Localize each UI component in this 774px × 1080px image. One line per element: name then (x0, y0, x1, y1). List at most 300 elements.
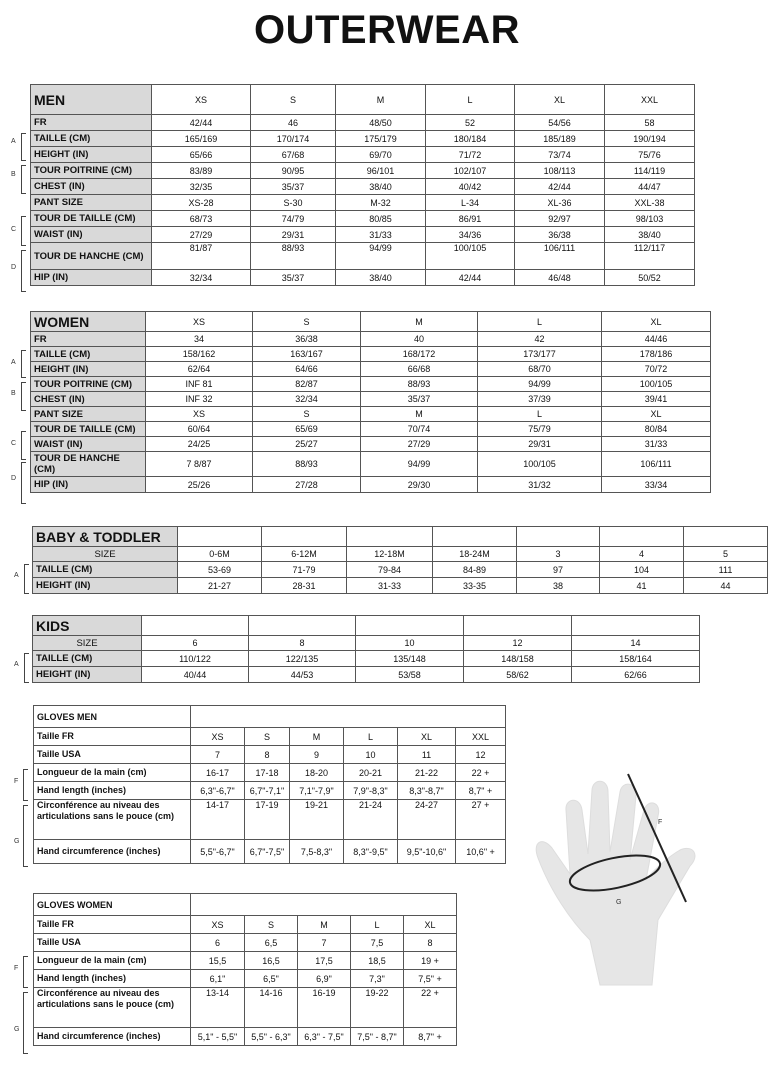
row-label: WAIST (IN) (31, 437, 146, 452)
table-cell: 40/42 (426, 179, 515, 195)
table-cell: 100/105 (426, 243, 515, 270)
table-cell: 35/37 (251, 270, 336, 286)
bracket (23, 769, 28, 801)
table-cell: 40 (361, 332, 478, 347)
row-label: TOUR POITRINE (CM) (31, 377, 146, 392)
men-heading: MEN (31, 85, 152, 115)
table-row (31, 270, 695, 286)
table-cell: 29/31 (478, 437, 602, 452)
table-cell: 19-22 (351, 988, 404, 1028)
table-cell: 32/34 (253, 392, 361, 407)
table-cell: 148/158 (464, 651, 572, 667)
table-cell: 27/28 (253, 477, 361, 493)
table-cell: INF 81 (146, 377, 253, 392)
table-cell: 6,3" - 7,5" (298, 1028, 351, 1046)
table-row (31, 452, 711, 477)
marker-d: D (11, 264, 17, 271)
table-cell: 70/74 (361, 422, 478, 437)
table-cell: 32/35 (152, 179, 251, 195)
bracket (21, 133, 26, 161)
bracket (21, 462, 26, 504)
table-cell: 14-16 (245, 988, 298, 1028)
table-cell: 81/87 (152, 243, 251, 270)
row-label: HIP (IN) (31, 270, 152, 286)
table-cell: L-34 (426, 195, 515, 211)
size-header: M (361, 312, 478, 332)
marker-f: F (14, 965, 19, 972)
table-row (33, 667, 700, 683)
row-label: Taille FR (34, 916, 191, 934)
table-cell: 74/79 (251, 211, 336, 227)
table-row (34, 970, 457, 988)
table-cell: 96/101 (336, 163, 426, 179)
table-cell: 135/148 (356, 651, 464, 667)
men-size-table (30, 84, 695, 286)
size-header: S (251, 85, 336, 115)
gloves-men-heading: GLOVES MEN (34, 706, 191, 728)
table-cell: S-30 (251, 195, 336, 211)
table-cell: 19 + (404, 952, 457, 970)
table-cell: XS (191, 728, 245, 746)
table-cell: 46 (251, 115, 336, 131)
table-cell: 16,5 (245, 952, 298, 970)
table-cell: 173/177 (478, 347, 602, 362)
bracket (24, 653, 29, 683)
table-cell: XL (398, 728, 456, 746)
table-cell: 7 (191, 746, 245, 764)
table-cell: 68/73 (152, 211, 251, 227)
table-cell: 21-22 (398, 764, 456, 782)
table-cell: 27/29 (361, 437, 478, 452)
table-cell: 102/107 (426, 163, 515, 179)
bracket (23, 805, 28, 867)
table-cell: 15,5 (191, 952, 245, 970)
size-label: SIZE (33, 636, 142, 651)
table-cell: 53/58 (356, 667, 464, 683)
table-row (34, 764, 506, 782)
table-cell: 60/64 (146, 422, 253, 437)
table-cell: L (344, 728, 398, 746)
table-cell: 71/72 (426, 147, 515, 163)
row-label: Hand length (inches) (34, 970, 191, 988)
table-cell: 9 (290, 746, 344, 764)
table-cell: 7,1"-7,9" (290, 782, 344, 800)
table-cell: 11 (398, 746, 456, 764)
row-label: PANT SIZE (31, 195, 152, 211)
table-cell: 42/44 (426, 270, 515, 286)
row-label: FR (31, 332, 146, 347)
table-cell: 31/33 (602, 437, 711, 452)
marker-a: A (14, 661, 19, 668)
table-cell: 7 (298, 934, 351, 952)
table-cell: 31/33 (336, 227, 426, 243)
table-cell: 62/66 (572, 667, 700, 683)
table-cell: M-32 (336, 195, 426, 211)
table-cell: M (361, 407, 478, 422)
table-cell: 14-17 (191, 800, 245, 840)
row-label: Taille USA (34, 746, 191, 764)
table-cell: 190/194 (605, 131, 695, 147)
table-cell: 24/25 (146, 437, 253, 452)
table-cell: 8 (404, 934, 457, 952)
row-label: TOUR DE TAILLE (CM) (31, 211, 152, 227)
table-cell: 28-31 (262, 578, 347, 594)
size-header: XL (515, 85, 605, 115)
table-cell: 17-19 (245, 800, 290, 840)
table-cell: 19-21 (290, 800, 344, 840)
table-cell: 75/79 (478, 422, 602, 437)
table-cell: 18-20 (290, 764, 344, 782)
table-cell: 31/32 (478, 477, 602, 493)
table-cell: 38/40 (336, 270, 426, 286)
table-cell: 8,7" + (404, 1028, 457, 1046)
kids-heading: KIDS (33, 616, 142, 636)
table-row (31, 195, 695, 211)
table-cell: 40/44 (142, 667, 249, 683)
marker-g: G (616, 899, 622, 906)
table-cell: 94/99 (336, 243, 426, 270)
table-cell: XL (404, 916, 457, 934)
table-cell: 79-84 (347, 562, 433, 578)
table-cell: 178/186 (602, 347, 711, 362)
row-label: HEIGHT (IN) (31, 362, 146, 377)
table-row (31, 147, 695, 163)
baby-heading: BABY & TODDLER (33, 527, 178, 547)
table-cell: 34/36 (426, 227, 515, 243)
bracket (21, 431, 26, 460)
table-cell: 122/135 (249, 651, 356, 667)
baby-toddler-size-table (32, 526, 768, 594)
row-label: Circonférence au niveau des articulations sans le pouce (cm) (34, 800, 191, 840)
marker-a: A (14, 572, 19, 579)
table-cell: 16-17 (191, 764, 245, 782)
table-cell: 10,6" + (456, 840, 506, 864)
bracket (21, 216, 26, 246)
table-cell: 84-89 (433, 562, 517, 578)
size-header: 3 (517, 547, 600, 562)
table-cell: 8,3"-8,7" (398, 782, 456, 800)
table-cell: 65/69 (253, 422, 361, 437)
row-label: TAILLE (CM) (31, 347, 146, 362)
size-header: 12-18M (347, 547, 433, 562)
table-cell: 36/38 (253, 332, 361, 347)
row-label: Hand circumference (inches) (34, 840, 191, 864)
table-cell: L (478, 407, 602, 422)
table-row (34, 1028, 457, 1046)
table-cell: 170/174 (251, 131, 336, 147)
table-row (31, 131, 695, 147)
table-cell: M (298, 916, 351, 934)
table-cell: S (253, 407, 361, 422)
table-cell: 58/62 (464, 667, 572, 683)
size-header: XS (146, 312, 253, 332)
table-cell: 25/26 (146, 477, 253, 493)
gloves-men-size-table (33, 705, 506, 864)
size-header: XS (152, 85, 251, 115)
table-cell: 68/70 (478, 362, 602, 377)
table-row (34, 988, 457, 1028)
marker-b: B (11, 171, 16, 178)
table-cell: 21-27 (178, 578, 262, 594)
marker-d: D (11, 475, 17, 482)
table-cell: 6 (191, 934, 245, 952)
table-cell: 35/37 (251, 179, 336, 195)
table-cell: 64/66 (253, 362, 361, 377)
row-label: TOUR DE HANCHE (CM) (31, 452, 146, 477)
table-row (33, 651, 700, 667)
table-cell: 52 (426, 115, 515, 131)
table-cell: 163/167 (253, 347, 361, 362)
table-cell: 12 (456, 746, 506, 764)
row-label: Circonférence au niveau des articulations sans le pouce (cm) (34, 988, 191, 1028)
table-cell: 21-24 (344, 800, 398, 840)
table-cell: 69/70 (336, 147, 426, 163)
table-cell: 10 (344, 746, 398, 764)
table-cell: 88/93 (253, 452, 361, 477)
row-label: HEIGHT (IN) (33, 578, 178, 594)
table-row (31, 163, 695, 179)
table-cell: XXL-38 (605, 195, 695, 211)
table-cell: 33/34 (602, 477, 711, 493)
size-header: 4 (600, 547, 684, 562)
table-cell: XS-28 (152, 195, 251, 211)
table-cell: 38/40 (605, 227, 695, 243)
table-cell: 27 + (456, 800, 506, 840)
table-cell: 42 (478, 332, 602, 347)
row-label: HEIGHT (IN) (31, 147, 152, 163)
table-cell: 6,5 (245, 934, 298, 952)
row-label: TAILLE (CM) (33, 562, 178, 578)
table-cell: 17,5 (298, 952, 351, 970)
table-cell: 80/84 (602, 422, 711, 437)
table-cell: 53-69 (178, 562, 262, 578)
row-label: Taille FR (34, 728, 191, 746)
table-cell: 7,9"-8,3" (344, 782, 398, 800)
table-cell: S (245, 728, 290, 746)
table-cell: 66/68 (361, 362, 478, 377)
women-size-table (30, 311, 711, 493)
bracket (23, 992, 28, 1054)
table-row (31, 243, 695, 270)
bracket (23, 956, 28, 988)
table-cell: 36/38 (515, 227, 605, 243)
table-row (34, 916, 457, 934)
table-cell: 42/44 (152, 115, 251, 131)
table-cell: 16-19 (298, 988, 351, 1028)
table-cell: 88/93 (251, 243, 336, 270)
size-header: 6 (142, 636, 249, 651)
table-cell: 158/162 (146, 347, 253, 362)
table-cell: 112/117 (605, 243, 695, 270)
table-cell: 5,5" - 6,3" (245, 1028, 298, 1046)
table-cell: XS (146, 407, 253, 422)
table-row (34, 840, 506, 864)
table-cell: 38/40 (336, 179, 426, 195)
table-cell: 25/27 (253, 437, 361, 452)
table-cell: 94/99 (478, 377, 602, 392)
size-header: 8 (249, 636, 356, 651)
table-cell: INF 32 (146, 392, 253, 407)
table-cell: 46/48 (515, 270, 605, 286)
marker-a: A (11, 138, 16, 145)
table-cell: 7 8/87 (146, 452, 253, 477)
table-cell: 50/52 (605, 270, 695, 286)
table-cell: 104 (600, 562, 684, 578)
table-cell: 7,5 (351, 934, 404, 952)
table-cell: XL-36 (515, 195, 605, 211)
table-cell: 98/103 (605, 211, 695, 227)
marker-b: B (11, 390, 16, 397)
table-cell: 42/44 (515, 179, 605, 195)
table-cell: 70/72 (602, 362, 711, 377)
table-cell: 71-79 (262, 562, 347, 578)
table-cell: 108/113 (515, 163, 605, 179)
marker-g: G (14, 1026, 20, 1033)
size-header: S (253, 312, 361, 332)
table-cell: 54/56 (515, 115, 605, 131)
table-cell: 5,1" - 5,5" (191, 1028, 245, 1046)
table-cell: 180/184 (426, 131, 515, 147)
table-cell: 67/68 (251, 147, 336, 163)
row-label: TAILLE (CM) (31, 131, 152, 147)
table-cell: 110/122 (142, 651, 249, 667)
row-label: TAILLE (CM) (33, 651, 142, 667)
table-cell: 90/95 (251, 163, 336, 179)
table-cell: 83/89 (152, 163, 251, 179)
row-label: HIP (IN) (31, 477, 146, 493)
table-row (31, 437, 711, 452)
women-heading: WOMEN (31, 312, 146, 332)
table-row (33, 578, 768, 594)
table-cell: S (245, 916, 298, 934)
bracket (21, 350, 26, 378)
table-cell: 7,3" (351, 970, 404, 988)
table-cell: 185/189 (515, 131, 605, 147)
table-cell: 94/99 (361, 452, 478, 477)
table-cell: 158/164 (572, 651, 700, 667)
table-cell: 82/87 (253, 377, 361, 392)
row-label: Taille USA (34, 934, 191, 952)
table-row (31, 347, 711, 362)
table-row (34, 934, 457, 952)
marker-f: F (658, 819, 663, 826)
table-cell: 29/31 (251, 227, 336, 243)
gloves-women-size-table (33, 893, 457, 1046)
table-cell: 27/29 (152, 227, 251, 243)
page-title: OUTERWEAR (254, 8, 520, 52)
table-cell: 106/111 (602, 452, 711, 477)
table-cell: 31-33 (347, 578, 433, 594)
table-cell: 106/111 (515, 243, 605, 270)
row-label: CHEST (IN) (31, 392, 146, 407)
table-row (31, 179, 695, 195)
size-label: SIZE (33, 547, 178, 562)
table-cell: 6,9" (298, 970, 351, 988)
table-row (31, 422, 711, 437)
bracket (21, 250, 26, 292)
table-cell: 8 (245, 746, 290, 764)
table-row (34, 728, 506, 746)
table-cell: 7,5" + (404, 970, 457, 988)
table-cell: 111 (684, 562, 768, 578)
bracket (24, 564, 29, 594)
marker-g: G (14, 838, 20, 845)
table-cell: 9,5"-10,6" (398, 840, 456, 864)
table-cell: 6,7"-7,1" (245, 782, 290, 800)
table-row (31, 211, 695, 227)
table-cell: 38 (517, 578, 600, 594)
table-cell: 24-27 (398, 800, 456, 840)
marker-a: A (11, 359, 16, 366)
table-cell: 5,5"-6,7" (191, 840, 245, 864)
table-cell: 17-18 (245, 764, 290, 782)
size-header: L (478, 312, 602, 332)
table-cell: XL (602, 407, 711, 422)
bracket (21, 382, 26, 411)
table-cell: 44 (684, 578, 768, 594)
kids-size-table (32, 615, 700, 683)
table-cell: 6,1" (191, 970, 245, 988)
table-row (31, 227, 695, 243)
table-cell: 34 (146, 332, 253, 347)
marker-c: C (11, 226, 17, 233)
table-cell: 33-35 (433, 578, 517, 594)
row-label: TOUR DE TAILLE (CM) (31, 422, 146, 437)
table-cell: XXL (456, 728, 506, 746)
table-cell: 97 (517, 562, 600, 578)
table-cell: 6,3"-6,7" (191, 782, 245, 800)
table-row (31, 377, 711, 392)
table-cell: M (290, 728, 344, 746)
table-cell: 6,5" (245, 970, 298, 988)
table-cell: 44/46 (602, 332, 711, 347)
row-label: CHEST (IN) (31, 179, 152, 195)
row-label: FR (31, 115, 152, 131)
table-cell: 62/64 (146, 362, 253, 377)
row-label: Longueur de la main (cm) (34, 952, 191, 970)
table-cell: L (351, 916, 404, 934)
table-cell: 39/41 (602, 392, 711, 407)
table-cell: 175/179 (336, 131, 426, 147)
table-row (31, 332, 711, 347)
row-label: PANT SIZE (31, 407, 146, 422)
table-cell: 13-14 (191, 988, 245, 1028)
table-row (31, 407, 711, 422)
bracket (21, 165, 26, 194)
table-cell: 165/169 (152, 131, 251, 147)
size-header: 12 (464, 636, 572, 651)
table-cell: 44/47 (605, 179, 695, 195)
table-cell: 8,7" + (456, 782, 506, 800)
table-cell: 20-21 (344, 764, 398, 782)
table-row (34, 800, 506, 840)
table-cell: 6,7"-7,5" (245, 840, 290, 864)
row-label: Hand length (inches) (34, 782, 191, 800)
gloves-women-heading: GLOVES WOMEN (34, 894, 191, 916)
table-cell: 37/39 (478, 392, 602, 407)
table-cell: 7,5-8,3" (290, 840, 344, 864)
table-row (34, 782, 506, 800)
table-row (33, 562, 768, 578)
table-cell: 48/50 (336, 115, 426, 131)
size-header: L (426, 85, 515, 115)
table-row (31, 362, 711, 377)
table-cell: 92/97 (515, 211, 605, 227)
table-cell: 65/66 (152, 147, 251, 163)
table-cell: 168/172 (361, 347, 478, 362)
size-header: 6-12M (262, 547, 347, 562)
table-cell: 58 (605, 115, 695, 131)
